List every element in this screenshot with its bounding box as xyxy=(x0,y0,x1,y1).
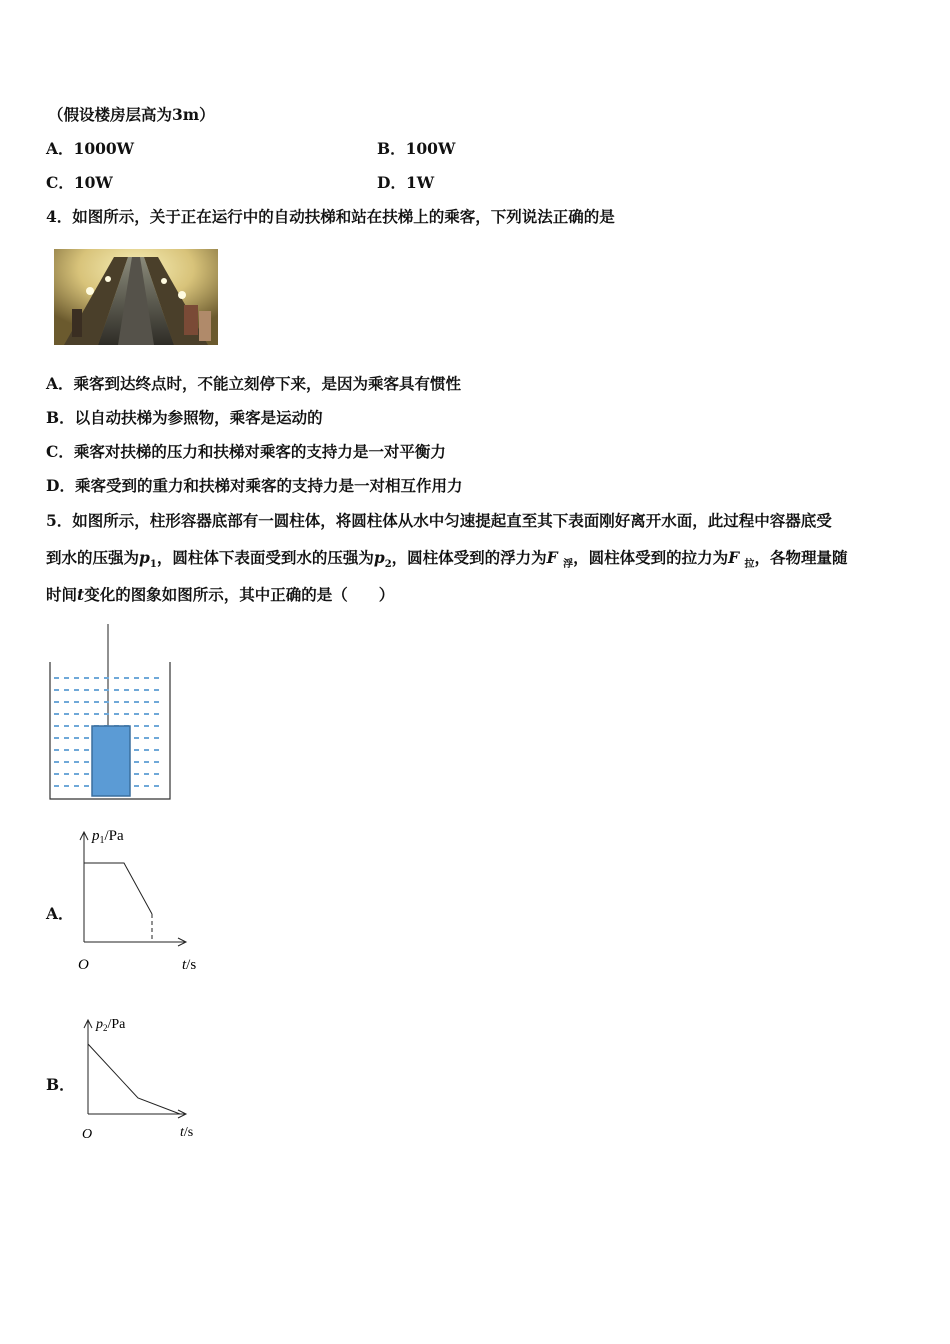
subscript: 2 xyxy=(384,559,392,571)
subscript: 浮 xyxy=(563,559,574,571)
x-axis-label: t/s xyxy=(182,957,197,973)
y-axis-label: $p_2/Pa$ xyxy=(96,1017,126,1033)
q5-stem-line3 xyxy=(46,583,394,605)
text-segment: ，圆柱体受到的浮力为 xyxy=(391,548,547,567)
cylinder xyxy=(92,726,130,796)
symbol-t: t xyxy=(77,585,85,604)
subscript: 1 xyxy=(149,559,157,571)
graph-b xyxy=(76,1012,206,1144)
text-segment: 变化的图象如图所示，其中正确的是（ ） xyxy=(84,585,395,604)
symbol-f: F xyxy=(728,548,740,567)
q3-option-d[interactable] xyxy=(377,171,434,193)
symbol-p: p xyxy=(373,548,385,567)
q4-option-c[interactable]: C．乘客对扶梯的压力和扶梯对乘客的支持力是一对平衡力 xyxy=(46,442,446,461)
subscript: 拉 xyxy=(744,559,755,571)
q3-note: （假设楼房层高为3m） xyxy=(48,105,215,124)
escalator-illustration xyxy=(54,249,218,345)
q3-option-c[interactable] xyxy=(46,171,113,193)
container-diagram xyxy=(44,620,178,804)
q5-option-a-label[interactable]: A． xyxy=(46,904,74,923)
q3-option-a[interactable] xyxy=(46,137,134,159)
text-segment: 到水的压强为 xyxy=(46,548,140,567)
option-key: B． xyxy=(377,139,406,158)
option-text: 100W xyxy=(405,139,456,158)
q4-option-a[interactable]: A．乘客到达终点时，不能立刻停下来，是因为乘客具有惯性 xyxy=(46,374,462,393)
option-text: 1000W xyxy=(73,139,135,158)
symbol-f: F xyxy=(546,548,558,567)
y-axis-label: $p_1/Pa$ xyxy=(92,828,124,846)
q4-option-b[interactable]: B．以自动扶梯为参照物，乘客是运动的 xyxy=(46,408,323,427)
option-key: C． xyxy=(46,173,74,192)
graph-b-curve xyxy=(88,1044,180,1114)
graph-a-curve xyxy=(84,863,152,914)
q3-option-b[interactable] xyxy=(377,137,455,159)
text-segment: 时间 xyxy=(46,585,78,604)
escalator-photo xyxy=(54,249,218,345)
origin-label: O xyxy=(82,1127,93,1142)
symbol-p: p xyxy=(139,548,150,567)
q4-option-d[interactable]: D．乘客受到的重力和扶梯对乘客的支持力是一对相互作用力 xyxy=(46,476,463,495)
option-text: 1W xyxy=(405,173,435,192)
text-segment: ，圆柱体下表面受到水的压强为 xyxy=(156,548,374,567)
option-key: D． xyxy=(377,173,406,192)
graph-a xyxy=(72,822,207,974)
option-key: A． xyxy=(46,139,74,158)
text-segment: ，圆柱体受到的拉力为 xyxy=(573,548,729,567)
origin-label: O xyxy=(78,957,89,973)
q5-option-b-label[interactable]: B． xyxy=(46,1075,75,1094)
option-text: 10W xyxy=(73,173,113,192)
q4-stem: 4．如图所示，关于正在运行中的自动扶梯和站在扶梯上的乘客，下列说法正确的是 xyxy=(46,207,615,226)
q5-stem-line2 xyxy=(46,546,848,570)
x-axis-label: t/s xyxy=(180,1125,194,1140)
q5-stem-line1: 5．如图所示，柱形容器底部有一圆柱体，将圆柱体从水中匀速提起直至其下表面刚好离开水面，此过程中容器底受 xyxy=(46,511,832,530)
text-segment: ，各物理量随 xyxy=(754,548,848,567)
